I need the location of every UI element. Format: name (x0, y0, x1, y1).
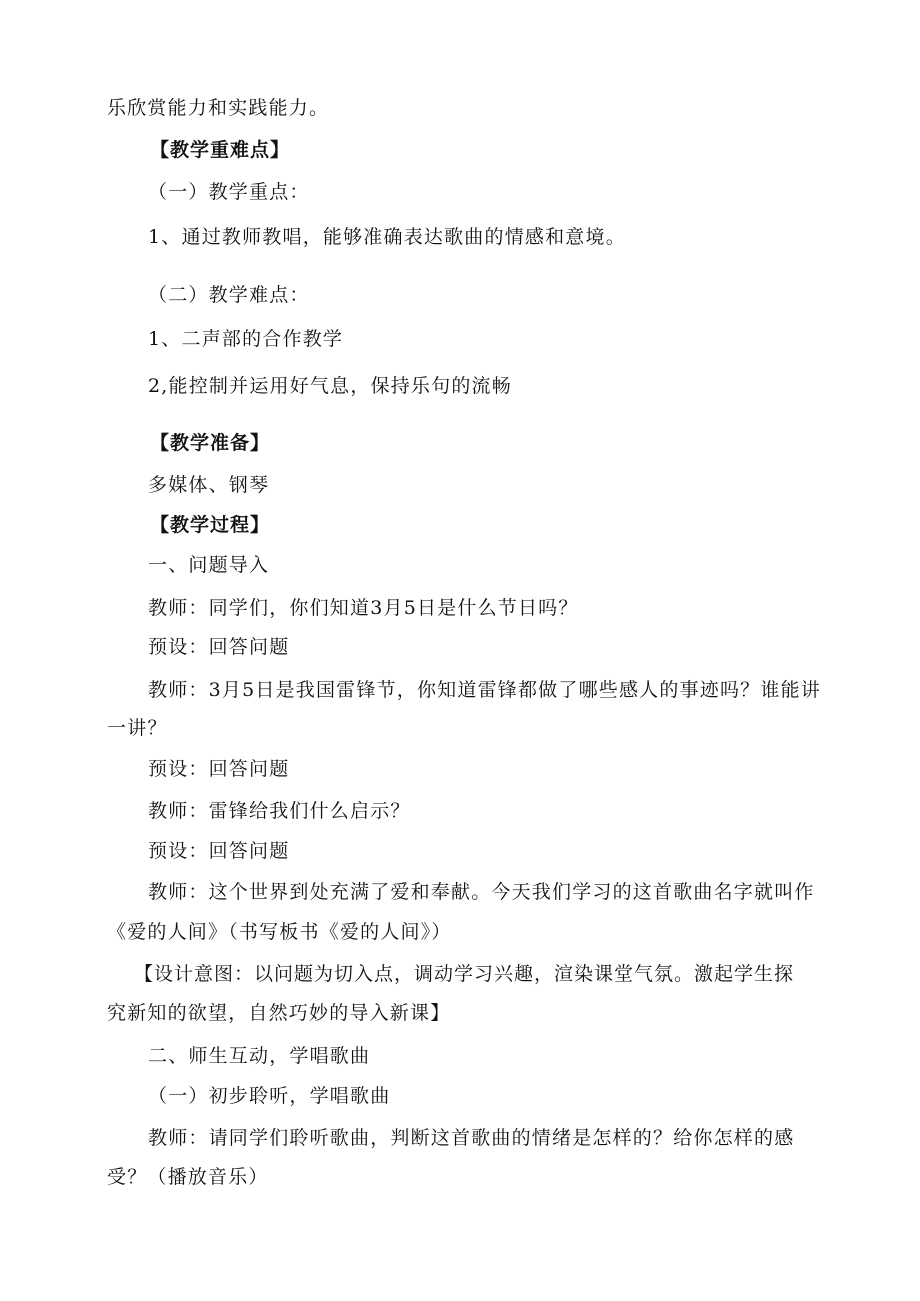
dialogue-line: 预设：回答问题 (148, 636, 290, 658)
list-item: 1、通过教师教唱，能够准确表达歌曲的情感和意境。 (148, 226, 626, 248)
subheading-step: 一、问题导入 (148, 554, 270, 576)
subheading-difficulty: （二）教学难点： (148, 284, 310, 306)
subheading-substep: （一）初步聆听，学唱歌曲 (148, 1085, 391, 1107)
dialogue-line-continuation: 受？（播放音乐） (107, 1166, 269, 1188)
dialogue-line-continuation: 《爱的人间》（书写板书《爱的人间》） (107, 921, 452, 943)
dialogue-line: 教师：这个世界到处充满了爱和奉献。今天我们学习的这首歌曲名字就叫作 (148, 881, 815, 903)
dialogue-line: 预设：回答问题 (148, 840, 290, 862)
dialogue-line: 教师：请同学们聆听歌曲，判断这首歌曲的情绪是怎样的？给你怎样的感 (148, 1127, 795, 1149)
section-heading-key-points: 【教学重难点】 (150, 139, 291, 161)
subheading-key-point: （一）教学重点： (148, 181, 310, 203)
list-item: 1、二声部的合作教学 (148, 328, 344, 350)
dialogue-line: 教师：雷锋给我们什么启示？ (148, 800, 411, 822)
dialogue-line: 教师：3月5日是我国雷锋节，你知道雷锋都做了哪些感人的事迹吗？谁能讲 (148, 679, 821, 701)
paragraph: 多媒体、钢琴 (148, 474, 270, 496)
dialogue-line-continuation: 一讲？ (107, 717, 168, 739)
paragraph-continuation: 乐欣赏能力和实践能力。 (107, 97, 330, 119)
section-heading-process: 【教学过程】 (150, 514, 271, 536)
dialogue-line: 教师：同学们，你们知道3月5日是什么节日吗？ (148, 597, 579, 619)
section-heading-preparation: 【教学准备】 (150, 432, 271, 454)
dialogue-line: 预设：回答问题 (148, 758, 290, 780)
design-intent-note: 【设计意图：以问题为切入点，调动学习兴趣，渲染课堂气氛。激起学生探 (134, 963, 795, 985)
subheading-step: 二、师生互动，学唱歌曲 (148, 1045, 371, 1067)
design-intent-note-continuation: 究新知的欲望，自然巧妙的导入新课】 (107, 1002, 451, 1024)
list-item: 2,能控制并运用好气息，保持乐句的流畅 (148, 375, 512, 397)
